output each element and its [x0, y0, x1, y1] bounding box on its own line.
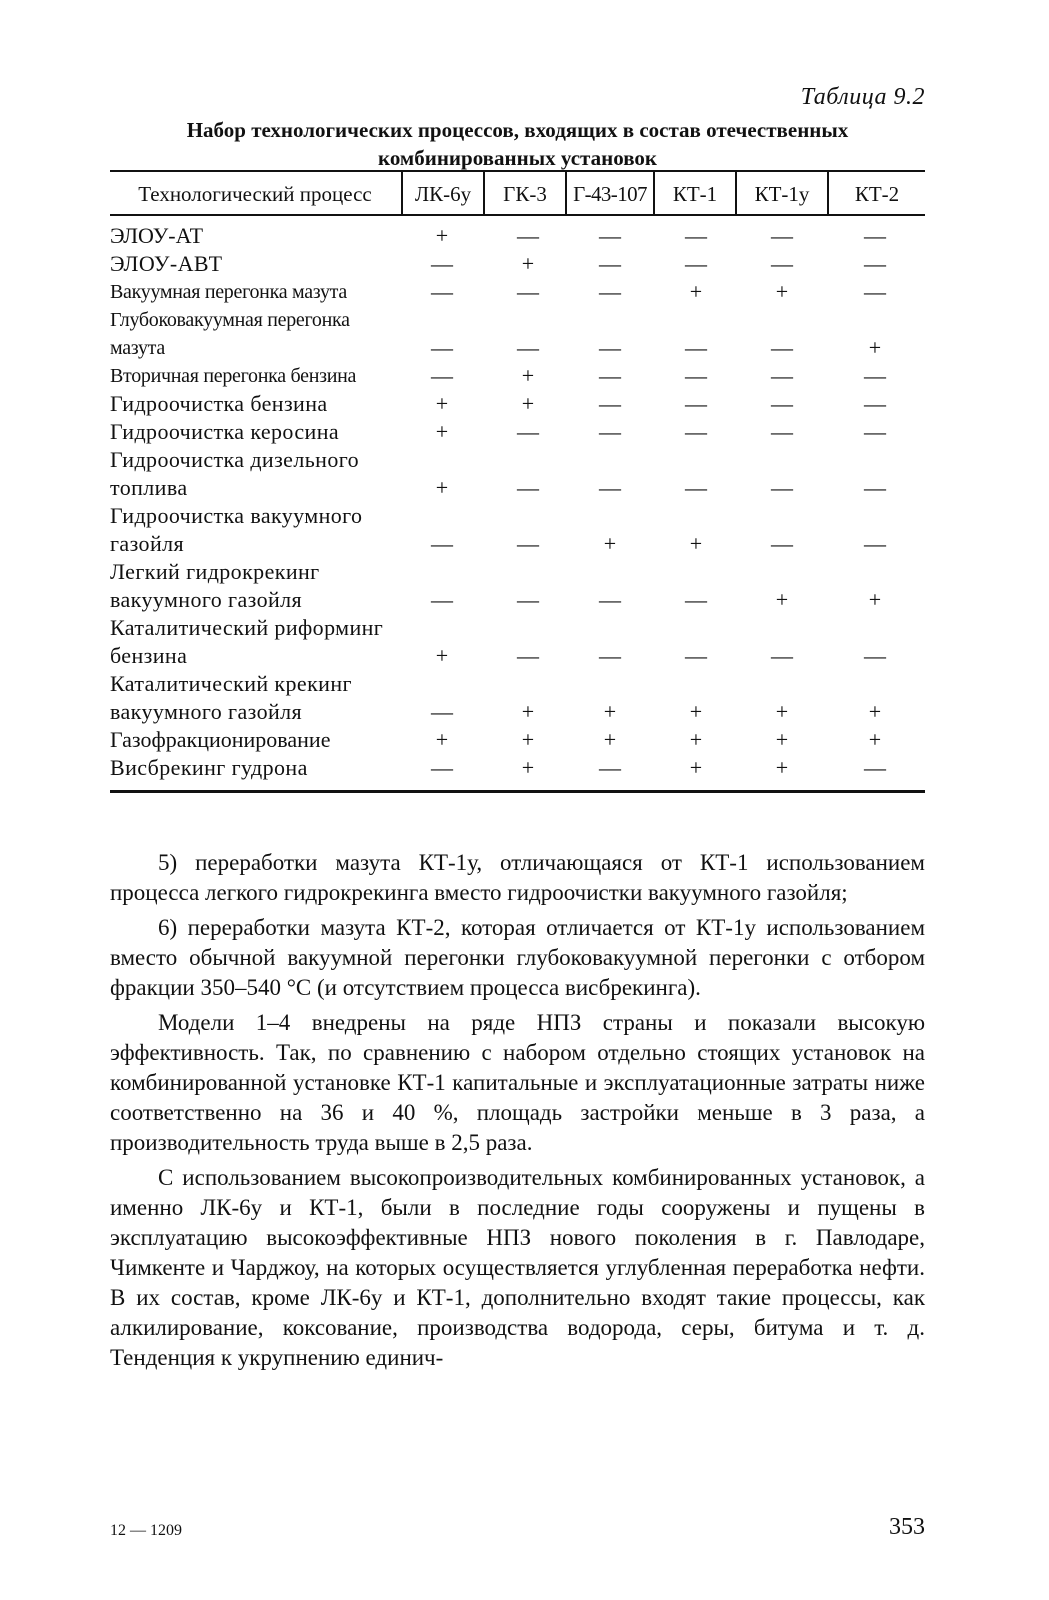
table-cell: +: [689, 531, 703, 556]
table-title-line: Набор технологических процессов, входящих в состав отечественных: [186, 118, 849, 142]
table-title-line: комбинированных установок: [378, 146, 657, 170]
table-cell: —: [864, 223, 886, 248]
table-cell: —: [517, 643, 539, 668]
table-cell: —: [771, 643, 793, 668]
table-cell: —: [431, 363, 453, 388]
table-cell: +: [775, 727, 789, 752]
process-name: вакуумного газойля: [110, 587, 303, 612]
table-cell: —: [685, 643, 707, 668]
process-name: Гидроочистка керосина: [110, 419, 340, 444]
table-cell: —: [431, 699, 453, 724]
header-g43-107: Г-43-107: [573, 182, 647, 206]
process-name: топлива: [110, 475, 188, 500]
table-cell: —: [517, 279, 539, 304]
table-row: [110, 418, 925, 446]
header-lk6u: ЛК-6у: [414, 182, 472, 206]
table-cell: —: [864, 755, 886, 780]
table-cell: +: [603, 727, 617, 752]
process-name: Легкий гидрокрекинг: [110, 559, 320, 584]
table-header: [110, 172, 925, 214]
table-cell: —: [599, 363, 621, 388]
process-name: ЭЛОУ-АВТ: [110, 251, 223, 276]
table-cell: +: [868, 335, 882, 360]
table-cell: —: [864, 251, 886, 276]
table-cell: —: [864, 363, 886, 388]
table-cell: —: [431, 587, 453, 612]
process-name: мазута: [110, 337, 165, 359]
document-page: [110, 0, 925, 1600]
body-text: [110, 848, 925, 1378]
table-row: [110, 362, 925, 390]
table-cell: —: [771, 223, 793, 248]
table-cell: —: [517, 531, 539, 556]
process-name: ЭЛОУ-АТ: [110, 223, 204, 248]
process-name: Каталитический крекинг: [110, 671, 352, 696]
table-row: [110, 474, 925, 502]
table-row: [110, 502, 925, 530]
printer-signature: 12 — 1209: [110, 1522, 182, 1539]
table-cell: —: [517, 475, 539, 500]
table-cell: —: [685, 223, 707, 248]
header-kt2: КТ-2: [854, 182, 900, 206]
table-cell: —: [431, 251, 453, 276]
table-cell: +: [603, 531, 617, 556]
process-name: Гидроочистка дизельного: [110, 447, 359, 472]
table-cell: —: [599, 643, 621, 668]
table-cell: +: [435, 475, 449, 500]
table-cell: —: [599, 419, 621, 444]
table-row: [110, 754, 925, 782]
table-row: [110, 306, 925, 334]
table-row: [110, 614, 925, 642]
table-number: Таблица 9.2: [800, 84, 925, 110]
table-cell: +: [435, 419, 449, 444]
table-row: [110, 390, 925, 418]
table-row: [110, 558, 925, 586]
table-cell: —: [685, 335, 707, 360]
table-row: [110, 530, 925, 558]
table-row: [110, 334, 925, 362]
table-cell: +: [521, 727, 535, 752]
table-row: [110, 278, 925, 306]
process-name: вакуумного газойля: [110, 699, 303, 724]
table-cell: +: [868, 699, 882, 724]
paragraph: 6) переработки мазута КТ-2, которая отличается от КТ-1у использованием вместо обычной вакуумной перегонки глубоковакуумной перегонки с отбором фракции 350–540 °С (и отсутствием процесса висбрекинга).: [110, 915, 925, 1000]
header-kt1: КТ-1: [672, 182, 718, 206]
table-cell: —: [431, 335, 453, 360]
table-cell: —: [685, 475, 707, 500]
table-cell: +: [689, 727, 703, 752]
table-cell: —: [864, 531, 886, 556]
table-cell: —: [431, 755, 453, 780]
table-cell: +: [689, 755, 703, 780]
paragraph: С использованием высокопроизводительных комбинированных установок, а именно ЛК-6у и КТ-1, были в последние годы сооружены и пущены в эксплуатацию высокоэффективные НПЗ нового поколения в г. Павлодаре, Чимкенте и Чарджоу, на которых осуществляется углубленная переработка нефти. В их состав, кроме ЛК-6у и КТ-1, дополнительно входят такие процессы, как алкилирование, коксование, производства водорода, серы, битума и т. д. Тенденция к укрупнению единич-: [110, 1165, 925, 1370]
table-cell: —: [771, 391, 793, 416]
process-name: Гидроочистка бензина: [110, 391, 328, 416]
table-cell: +: [775, 587, 789, 612]
process-name: газойля: [110, 531, 185, 556]
table-cell: +: [603, 699, 617, 724]
table-cell: —: [431, 531, 453, 556]
table-cell: —: [685, 587, 707, 612]
table-cell: —: [599, 335, 621, 360]
table-cell: +: [689, 279, 703, 304]
table-cell: +: [435, 727, 449, 752]
table-cell: +: [868, 727, 882, 752]
process-name: Вторичная перегонка бензина: [110, 365, 357, 387]
table-cell: —: [599, 755, 621, 780]
process-name: Каталитический риформинг: [110, 615, 384, 640]
table-cell: —: [864, 279, 886, 304]
table-cell: +: [868, 587, 882, 612]
table-row: [110, 726, 925, 754]
table-cell: +: [521, 251, 535, 276]
paragraph: 5) переработки мазута КТ-1у, отличающаяся от КТ-1 использованием процесса легкого гидрокрекинга вместо гидроочистки вакуумного газойля;: [110, 850, 925, 905]
table-title: [110, 116, 925, 172]
header-gk3: ГК-3: [503, 182, 547, 206]
table-cell: —: [771, 363, 793, 388]
table-cell: —: [517, 419, 539, 444]
table-row: [110, 446, 925, 474]
table-cell: —: [517, 587, 539, 612]
table-row: [110, 586, 925, 614]
table-row: [110, 222, 925, 250]
table-cell: +: [521, 363, 535, 388]
table-cell: +: [521, 699, 535, 724]
table-row: [110, 642, 925, 670]
process-name: Вакуумная перегонка мазута: [110, 281, 347, 303]
process-name: Гидроочистка вакуумного: [110, 503, 363, 528]
paragraph: Модели 1–4 внедрены на ряде НПЗ страны и показали высокую эффективность. Так, по сравнению с набором отдельно стоящих установок на комбинированной установке КТ-1 капитальные и эксплуатационные затраты ниже соответственно на 36 и 40 %, площадь застройки меньше в 3 раза, а производительность труда выше в 2,5 раза.: [110, 1010, 925, 1155]
table-row: [110, 670, 925, 698]
table-row: [110, 250, 925, 278]
table-cell: —: [517, 335, 539, 360]
process-name: Газофракционирование: [110, 727, 331, 752]
table-cell: +: [435, 223, 449, 248]
table-cell: —: [685, 419, 707, 444]
table-cell: —: [599, 251, 621, 276]
table-cell: —: [771, 475, 793, 500]
table-cell: —: [431, 279, 453, 304]
table-cell: —: [771, 251, 793, 276]
table-cell: —: [599, 587, 621, 612]
table-cell: —: [864, 419, 886, 444]
table-cell: +: [435, 391, 449, 416]
table-cell: —: [864, 475, 886, 500]
table-header-rule: [110, 214, 925, 216]
table-cell: +: [775, 699, 789, 724]
table-cell: —: [685, 251, 707, 276]
table-cell: +: [775, 755, 789, 780]
table-cell: +: [521, 391, 535, 416]
process-name: Глубоковакуумная перегонка: [110, 309, 350, 331]
table-cell: +: [435, 643, 449, 668]
process-name: Висбрекинг гудрона: [110, 755, 308, 780]
table-cell: —: [599, 391, 621, 416]
table-cell: —: [599, 279, 621, 304]
header-process: Технологический процесс: [138, 182, 372, 206]
process-name: бензина: [110, 643, 188, 668]
table-cell: +: [775, 279, 789, 304]
table-cell: —: [517, 223, 539, 248]
table-row: [110, 698, 925, 726]
table-cell: —: [685, 363, 707, 388]
table-cell: —: [864, 391, 886, 416]
table-bottom-rule: [110, 790, 925, 793]
page-number: 353: [889, 1514, 925, 1540]
table-cell: —: [771, 419, 793, 444]
table-cell: —: [771, 335, 793, 360]
header-kt1u: КТ-1у: [754, 182, 810, 206]
table-cell: —: [599, 223, 621, 248]
table-cell: —: [771, 531, 793, 556]
table-cell: —: [599, 475, 621, 500]
table-cell: —: [864, 643, 886, 668]
table-cell: —: [685, 391, 707, 416]
table-cell: +: [521, 755, 535, 780]
table-cell: +: [689, 699, 703, 724]
